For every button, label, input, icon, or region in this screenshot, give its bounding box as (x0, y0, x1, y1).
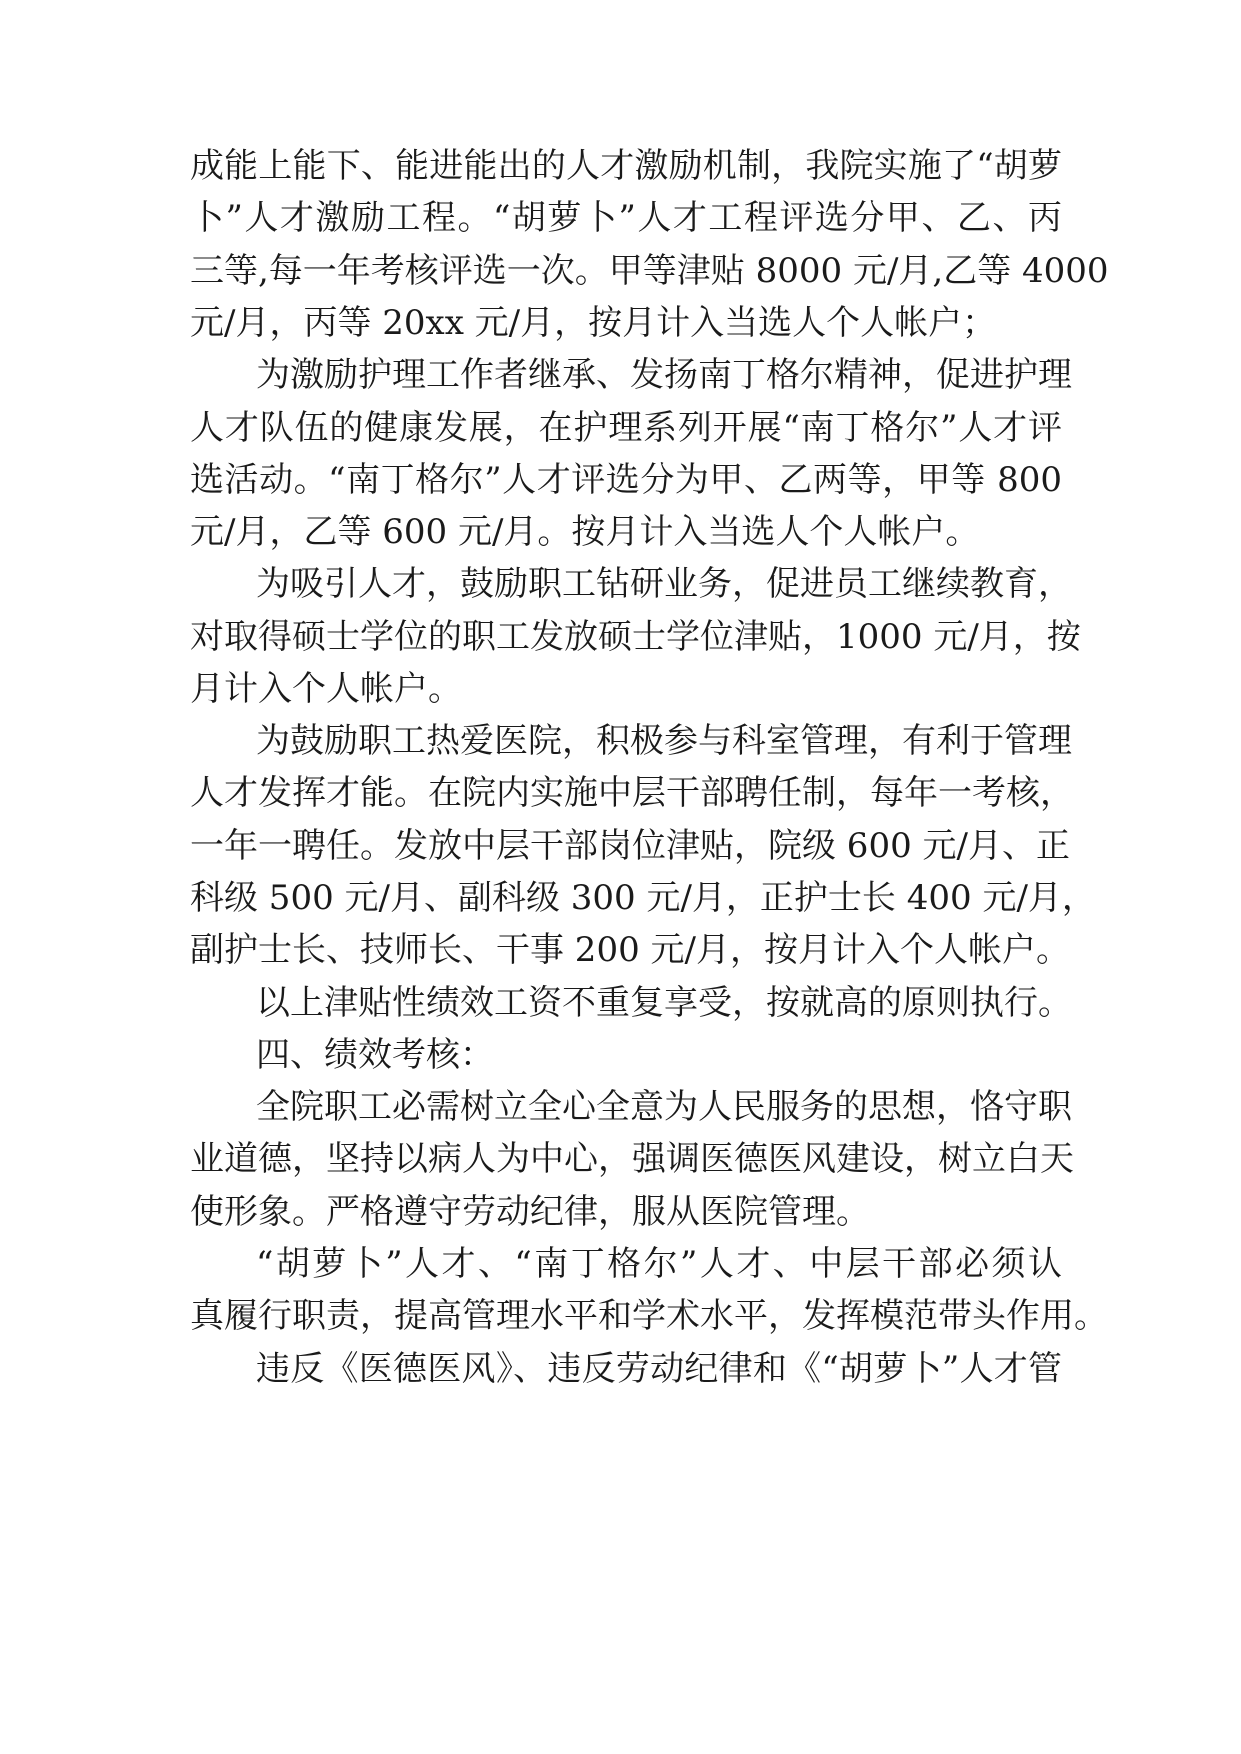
paragraph-first-line: 违反《医德医风》、违反劳动纪律和《“胡萝卜”人才管 (256, 1349, 1062, 1389)
paragraph-first-line: 以上津贴性绩效工资不重复享受，按就高的原则执行。 (256, 983, 1072, 1023)
text-line: 人才发挥才能。在院内实施中层干部聘任制，每年一考核， (190, 773, 1074, 813)
text-line: 元/月，乙等 600 元/月。按月计入当选人个人帐户。 (190, 512, 980, 552)
text-line: 卜”人才激励工程。“胡萝卜”人才工程评选分甲、乙、丙 (190, 198, 1062, 238)
text-line: 成能上能下、能进能出的人才激励机制，我院实施了“胡萝 (190, 146, 1062, 186)
text-line: 一年一聘任。发放中层干部岗位津贴，院级 600 元/月、正 (190, 826, 1070, 866)
section-heading: 四、绩效考核： (256, 1035, 494, 1075)
text-line: 月计入个人帐户。 (190, 669, 462, 709)
text-line: 使形象。严格遵守劳动纪律，服从医院管理。 (190, 1192, 870, 1232)
text-line: 选活动。“南丁格尔”人才评选分为甲、乙两等，甲等 800 (190, 460, 1062, 500)
text-line: 科级 500 元/月、副科级 300 元/月，正护士长 400 元/月， (190, 878, 1096, 918)
text-line: 对取得硕士学位的职工发放硕士学位津贴，1000 元/月，按 (190, 617, 1081, 657)
paragraph-first-line: 为激励护理工作者继承、发扬南丁格尔精神，促进护理 (256, 355, 1072, 395)
text-line: 三等,每一年考核评选一次。甲等津贴 8000 元/月,乙等 4000 (190, 251, 1109, 291)
paragraph-first-line: 为鼓励职工热爱医院，积极参与科室管理，有利于管理 (256, 721, 1072, 761)
text-line: 真履行职责，提高管理水平和学术水平，发挥模范带头作用。 (190, 1296, 1108, 1336)
text-line: 业道德，坚持以病人为中心，强调医德医风建设，树立白天 (190, 1139, 1074, 1179)
paragraph-first-line: 为吸引人才，鼓励职工钻研业务，促进员工继续教育， (256, 564, 1072, 604)
paragraph-first-line: 全院职工必需树立全心全意为人民服务的思想，恪守职 (256, 1087, 1072, 1127)
paragraph-first-line: “胡萝卜”人才、“南丁格尔”人才、中层干部必须认 (256, 1244, 1062, 1284)
text-line: 元/月，丙等 20xx 元/月，按月计入当选人个人帐户； (190, 303, 997, 343)
text-line: 人才队伍的健康发展，在护理系列开展“南丁格尔”人才评 (190, 408, 1062, 448)
text-line: 副护士长、技师长、干事 200 元/月，按月计入个人帐户。 (190, 930, 1070, 970)
